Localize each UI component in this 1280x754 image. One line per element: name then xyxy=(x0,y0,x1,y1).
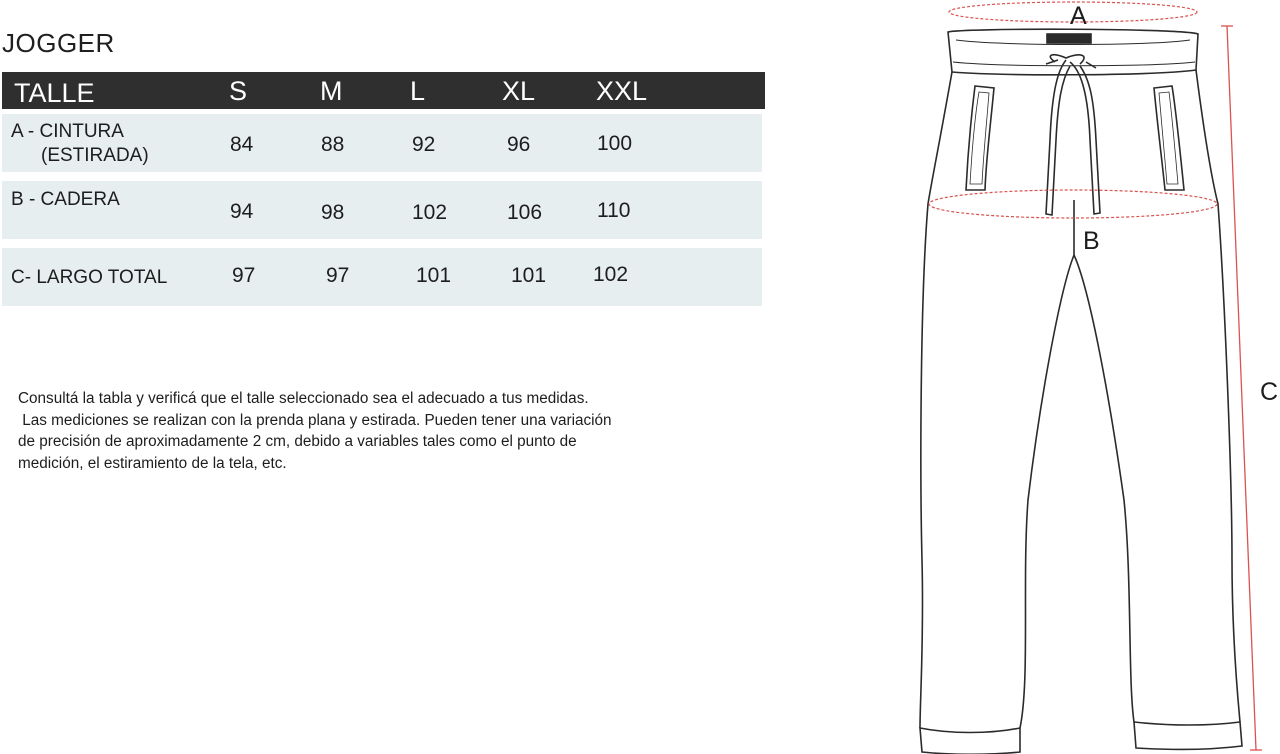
cell-xxl: 100 xyxy=(597,132,633,155)
row-label-sub: (ESTIRADA) xyxy=(41,145,149,166)
cell-m: 98 xyxy=(321,201,345,224)
header-xxl: XXL xyxy=(596,76,648,106)
pants-outline-icon xyxy=(920,29,1242,754)
cell-s: 97 xyxy=(232,264,256,287)
cell-s: 94 xyxy=(230,200,254,223)
cell-s: 84 xyxy=(230,133,254,156)
hip-measure-ellipse xyxy=(929,190,1217,218)
row-label: B - CADERA xyxy=(11,189,120,210)
header-talle: TALLE xyxy=(14,78,95,108)
cell-l: 92 xyxy=(412,133,436,156)
note-line: medición, el estiramiento de la tela, etc. xyxy=(18,454,287,472)
cell-m: 88 xyxy=(321,133,345,156)
label-b: B xyxy=(1083,227,1100,255)
header-s: S xyxy=(229,76,248,106)
length-measure-line xyxy=(1227,26,1256,750)
page-title: JOGGER xyxy=(2,28,115,58)
row-label: A - CINTURA xyxy=(11,121,124,142)
cell-xl: 101 xyxy=(511,264,547,287)
cell-xl: 106 xyxy=(507,201,543,224)
cell-l: 101 xyxy=(416,264,452,287)
cell-m: 97 xyxy=(326,264,350,287)
cell-xl: 96 xyxy=(507,133,531,156)
header-xl: XL xyxy=(502,76,536,106)
cell-xxl: 110 xyxy=(597,199,631,222)
row-label: C- LARGO TOTAL xyxy=(11,267,168,288)
label-a: A xyxy=(1070,2,1087,30)
header-l: L xyxy=(410,76,426,106)
note-line: Las mediciones se realizan con la prenda plana y estirada. Pueden tener una variación xyxy=(18,411,612,429)
note-line: de precisión de aproximadamente 2 cm, debido a variables tales como el punto de xyxy=(18,433,577,450)
label-c: C xyxy=(1260,378,1279,406)
cell-l: 102 xyxy=(412,201,448,224)
note-line: Consultá la tabla y verificá que el talle seleccionado sea el adecuado a tus medidas. xyxy=(18,390,589,407)
header-m: M xyxy=(320,76,343,106)
cell-xxl: 102 xyxy=(593,263,629,286)
